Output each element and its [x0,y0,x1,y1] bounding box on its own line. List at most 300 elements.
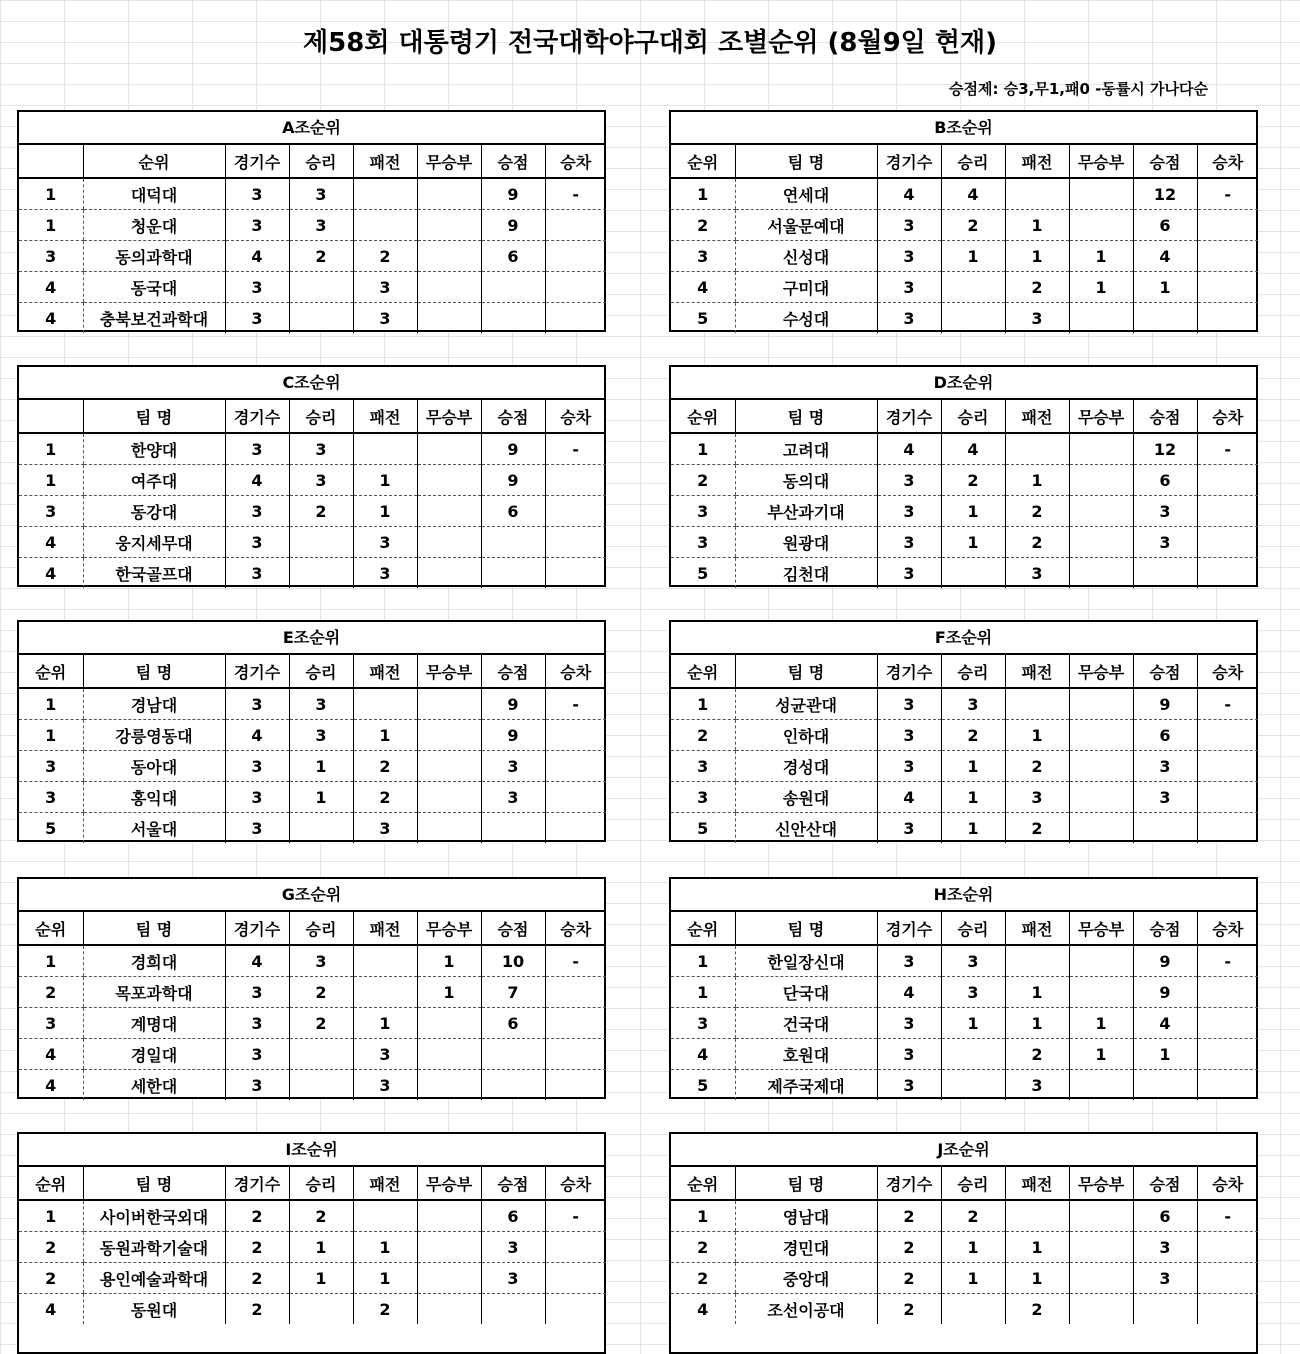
draws-cell [417,782,481,813]
table-row [671,1070,1258,1101]
losses-cell: 3 [1005,558,1069,589]
points-cell: 9 [481,178,545,210]
games-behind-cell [1197,303,1258,334]
losses-cell: 3 [353,1070,417,1101]
games-behind-cell [1197,241,1258,272]
table-row [19,178,606,210]
losses-cell: 2 [1005,751,1069,782]
games-cell: 3 [225,433,289,465]
wins-cell [941,558,1005,589]
losses-cell [1005,178,1069,210]
column-header: 승리 [941,912,1005,945]
draws-cell [417,303,481,334]
points-cell [481,1039,545,1070]
points-cell: 3 [1133,1263,1197,1294]
games-behind-cell [545,1263,606,1294]
points-cell: 3 [481,751,545,782]
table-row [19,977,606,1008]
games-behind-cell [1197,1294,1258,1325]
games-behind-cell: - [1197,1200,1258,1232]
losses-cell: 2 [1005,496,1069,527]
games-cell: 3 [877,720,941,751]
draws-cell [417,558,481,589]
column-header: 패전 [1005,1167,1069,1200]
games-cell: 3 [877,1039,941,1070]
team-name-cell: 제주국제대 [735,1070,877,1101]
games-behind-cell: - [545,178,606,210]
column-header-row [671,655,1258,688]
games-behind-cell [545,210,606,241]
points-cell: 3 [481,782,545,813]
draws-cell [1069,433,1133,465]
losses-cell: 1 [1005,1263,1069,1294]
rank-cell: 3 [19,1008,83,1039]
points-cell [1133,558,1197,589]
points-cell [481,813,545,844]
rank-cell: 1 [671,433,735,465]
column-header: 승차 [545,1167,606,1200]
draws-cell: 1 [417,977,481,1008]
wins-cell: 1 [941,241,1005,272]
column-header: 패전 [353,655,417,688]
column-header-row [19,400,606,433]
losses-cell: 3 [353,1039,417,1070]
rank-cell: 4 [19,1039,83,1070]
wins-cell: 3 [289,720,353,751]
wins-cell: 2 [941,1200,1005,1232]
rank-cell: 5 [697,1075,709,1095]
losses-cell [353,210,417,241]
table-row [671,1200,1258,1232]
rank-cell: 2 [671,210,735,241]
column-header: 승차 [545,912,606,945]
column-header: 승리 [289,400,353,433]
rank-cell: 1 [671,977,735,1008]
wins-cell: 1 [289,782,353,813]
points-cell: 3 [1133,751,1197,782]
wins-cell [941,303,1005,334]
losses-cell [1005,1200,1069,1232]
table-row [19,1294,606,1325]
team-name-cell: 경남대 [83,688,225,720]
losses-cell: 2 [1005,813,1069,844]
games-cell: 2 [877,1200,941,1232]
team-name-cell: 한일장신대 [735,945,877,977]
points-cell: 10 [481,945,545,977]
column-header: 패전 [353,912,417,945]
games-behind-cell [1197,272,1258,303]
table-row [19,945,606,977]
points-cell [481,558,545,589]
column-header: 순위 [671,912,735,945]
games-cell: 3 [225,558,289,589]
points-cell: 9 [481,433,545,465]
games-behind-cell [1197,1070,1258,1101]
team-name-cell: 송원대 [735,782,877,813]
wins-cell [941,272,1005,303]
wins-cell [289,558,353,589]
draws-cell [417,178,481,210]
column-header-row [19,912,606,945]
losses-cell [1005,945,1069,977]
points-cell: 9 [1133,688,1197,720]
column-header-row [671,400,1258,433]
points-cell: 1 [1133,272,1197,303]
team-name-cell: 한양대 [83,433,225,465]
table-row [671,782,1258,813]
team-name-cell: 동의과학대 [83,241,225,272]
points-cell [481,303,545,334]
table-row [671,178,1258,210]
wins-cell: 3 [941,688,1005,720]
wins-cell [289,303,353,334]
table-row [19,272,606,303]
wins-cell: 2 [289,1200,353,1232]
column-header: 패전 [1005,912,1069,945]
games-cell: 2 [225,1294,289,1325]
column-header: 승리 [941,145,1005,178]
losses-cell: 2 [1005,527,1069,558]
team-name-cell: 경일대 [83,1039,225,1070]
table-row [671,688,1258,720]
rank-cell: 4 [697,1299,709,1319]
column-header: 경기수 [225,1167,289,1200]
rank-cell: 2 [19,977,83,1008]
points-cell: 6 [481,1008,545,1039]
wins-cell: 4 [941,178,1005,210]
draws-cell [1069,1200,1133,1232]
column-header: 무승부 [417,400,481,433]
losses-cell [1005,433,1069,465]
column-header: 무승부 [1069,400,1133,433]
games-behind-cell [545,241,606,272]
column-header: 무승부 [417,655,481,688]
rank-cell: 1 [19,720,83,751]
rank-cell: 3 [671,527,735,558]
losses-cell: 2 [1005,272,1069,303]
team-name-cell: 청운대 [83,210,225,241]
games-cell: 3 [877,527,941,558]
games-cell: 3 [225,527,289,558]
games-behind-cell [545,1294,606,1325]
wins-cell: 3 [941,945,1005,977]
games-behind-cell [1197,527,1258,558]
losses-cell: 1 [353,1263,417,1294]
rank-cell: 3 [19,496,83,527]
standings-table [19,655,606,843]
games-behind-cell: - [545,1200,606,1232]
points-cell: 6 [1133,720,1197,751]
draws-cell [417,1070,481,1101]
column-header: 순위 [19,655,83,688]
team-name-cell: 고려대 [735,433,877,465]
draws-cell [1069,178,1133,210]
wins-cell [289,813,353,844]
column-header: 경기수 [225,655,289,688]
points-cell: 3 [481,1263,545,1294]
losses-cell: 3 [1005,782,1069,813]
points-cell: 3 [1133,527,1197,558]
column-header: 승차 [1197,145,1258,178]
wins-cell: 1 [941,782,1005,813]
rank-cell: 1 [19,433,83,465]
table-row [19,720,606,751]
wins-cell: 1 [941,751,1005,782]
points-cell: 9 [481,720,545,751]
column-header: 경기수 [225,400,289,433]
points-cell: 12 [1133,178,1197,210]
column-header: 승점 [481,400,545,433]
rank-cell: 3 [19,782,83,813]
games-behind-cell [545,782,606,813]
group-table [669,877,1258,1099]
losses-cell: 3 [353,527,417,558]
group-title: F조순위 [671,622,1256,655]
rank-cell: 1 [671,1200,735,1232]
rank-cell: 3 [671,1008,735,1039]
team-name-cell: 인하대 [735,720,877,751]
losses-cell [353,178,417,210]
table-row [19,1070,606,1101]
column-header: 경기수 [877,1167,941,1200]
points-cell [1133,1070,1197,1101]
rank-cell: 2 [19,1232,83,1263]
wins-cell: 1 [289,1263,353,1294]
draws-cell [1069,558,1133,589]
wins-cell: 1 [941,496,1005,527]
column-header: 순위 [671,1167,735,1200]
games-cell: 3 [225,303,289,334]
table-row [671,465,1258,496]
table-row [19,465,606,496]
wins-cell: 1 [941,1008,1005,1039]
losses-cell [353,433,417,465]
column-header: 무승부 [1069,655,1133,688]
table-row [671,433,1258,465]
wins-cell: 3 [289,178,353,210]
wins-cell [289,272,353,303]
points-cell: 6 [481,1200,545,1232]
games-cell: 4 [225,945,289,977]
wins-cell [289,1039,353,1070]
column-header: 승리 [289,1167,353,1200]
games-behind-cell [1197,210,1258,241]
losses-cell: 3 [353,303,417,334]
wins-cell [941,1070,1005,1101]
games-cell: 3 [877,272,941,303]
wins-cell: 1 [289,1232,353,1263]
wins-cell: 2 [941,720,1005,751]
games-cell: 4 [225,720,289,751]
games-behind-cell [545,1232,606,1263]
games-behind-cell [545,1039,606,1070]
draws-cell [417,1039,481,1070]
table-row [19,496,606,527]
rank-cell: 4 [19,527,83,558]
group-table [17,1132,606,1354]
losses-cell: 3 [1005,1070,1069,1101]
table-row [19,751,606,782]
wins-cell: 2 [289,496,353,527]
rank-cell: 1 [671,688,735,720]
team-name-cell: 영남대 [735,1200,877,1232]
points-cell: 6 [1133,210,1197,241]
wins-cell: 1 [941,1232,1005,1263]
losses-cell: 1 [1005,1008,1069,1039]
column-header: 경기수 [877,400,941,433]
points-cell [481,272,545,303]
column-header: 승리 [941,400,1005,433]
draws-cell [1069,782,1133,813]
draws-cell [1069,688,1133,720]
rank-cell: 3 [671,241,735,272]
column-header: 경기수 [225,145,289,178]
games-cell: 3 [877,813,941,844]
losses-cell: 1 [353,465,417,496]
losses-cell: 3 [1005,303,1069,334]
draws-cell [417,1263,481,1294]
table-row [671,977,1258,1008]
losses-cell: 2 [353,241,417,272]
table-row [671,945,1258,977]
rank-cell: 1 [19,210,83,241]
games-behind-cell [1197,465,1258,496]
games-cell: 3 [225,751,289,782]
column-header: 팀 명 [735,1167,877,1200]
column-header [19,145,83,178]
rank-cell: 3 [671,751,735,782]
column-header-row [19,1167,606,1200]
games-cell: 3 [877,945,941,977]
column-header: 팀 명 [83,400,225,433]
column-header: 패전 [1005,400,1069,433]
column-header: 패전 [1005,145,1069,178]
table-row [19,1232,606,1263]
games-cell: 2 [877,1232,941,1263]
team-name-cell: 충북보건과학대 [83,303,225,334]
rank-cell: 2 [671,1263,735,1294]
losses-cell [353,977,417,1008]
standings-table [671,145,1258,333]
standings-table [671,1167,1258,1324]
table-row [671,1263,1258,1294]
games-cell: 3 [225,688,289,720]
team-name-cell: 김천대 [735,558,877,589]
team-name-cell: 원광대 [735,527,877,558]
draws-cell [1069,1294,1133,1325]
points-cell: 9 [481,210,545,241]
games-cell: 3 [225,210,289,241]
games-cell: 4 [877,977,941,1008]
points-cell: 4 [1133,1008,1197,1039]
column-header: 승차 [1197,1167,1258,1200]
rank-cell: 5 [697,818,709,838]
wins-cell: 1 [941,527,1005,558]
points-cell: 3 [1133,782,1197,813]
draws-cell [417,1200,481,1232]
wins-cell: 1 [941,1263,1005,1294]
column-header: 승차 [1197,400,1258,433]
table-row [671,720,1258,751]
losses-cell [353,1200,417,1232]
team-name-cell: 사이버한국외대 [83,1200,225,1232]
group-table [669,110,1258,332]
draws-cell [417,1294,481,1325]
losses-cell [353,945,417,977]
games-behind-cell [545,1070,606,1101]
games-cell: 3 [225,496,289,527]
games-cell: 3 [877,210,941,241]
column-header-row [671,1167,1258,1200]
games-cell: 3 [225,813,289,844]
draws-cell [1069,1070,1133,1101]
losses-cell: 1 [1005,465,1069,496]
draws-cell [417,720,481,751]
losses-cell: 1 [1005,1232,1069,1263]
losses-cell: 2 [1005,1294,1069,1325]
games-cell: 3 [877,241,941,272]
team-name-cell: 단국대 [735,977,877,1008]
team-name-cell: 경성대 [735,751,877,782]
table-row [19,1200,606,1232]
draws-cell [417,210,481,241]
team-name-cell: 동국대 [83,272,225,303]
team-name-cell: 호원대 [735,1039,877,1070]
draws-cell: 1 [417,945,481,977]
games-cell: 3 [877,1008,941,1039]
column-header-row [19,145,606,178]
table-row [671,1232,1258,1263]
standings-table [19,145,606,333]
games-cell: 3 [877,465,941,496]
games-cell: 4 [877,178,941,210]
draws-cell: 1 [1069,1039,1133,1070]
standings-table [671,400,1258,588]
rank-cell: 4 [45,1299,57,1319]
table-row [19,1008,606,1039]
standings-table [19,400,606,588]
column-header: 경기수 [877,145,941,178]
standings-table [19,912,606,1100]
team-name-cell: 성균관대 [735,688,877,720]
table-row [671,496,1258,527]
points-cell: 3 [1133,1232,1197,1263]
rank-cell: 4 [45,1075,57,1095]
games-behind-cell [1197,751,1258,782]
losses-cell: 1 [353,1232,417,1263]
points-cell: 7 [481,977,545,1008]
games-cell: 2 [225,1263,289,1294]
standings-table [671,655,1258,843]
table-row [671,210,1258,241]
games-behind-cell: - [545,688,606,720]
table-row [19,433,606,465]
wins-cell: 3 [289,210,353,241]
draws-cell [417,1232,481,1263]
losses-cell: 3 [353,813,417,844]
draws-cell: 1 [1069,241,1133,272]
column-header: 승점 [1133,912,1197,945]
team-name-cell: 세한대 [83,1070,225,1101]
group-title: D조순위 [671,367,1256,400]
team-name-cell: 연세대 [735,178,877,210]
column-header: 팀 명 [83,1167,225,1200]
table-row [671,751,1258,782]
rank-cell: 4 [19,272,83,303]
points-cell: 1 [1133,1039,1197,1070]
games-cell: 3 [225,1008,289,1039]
team-name-cell: 조선이공대 [735,1294,877,1325]
